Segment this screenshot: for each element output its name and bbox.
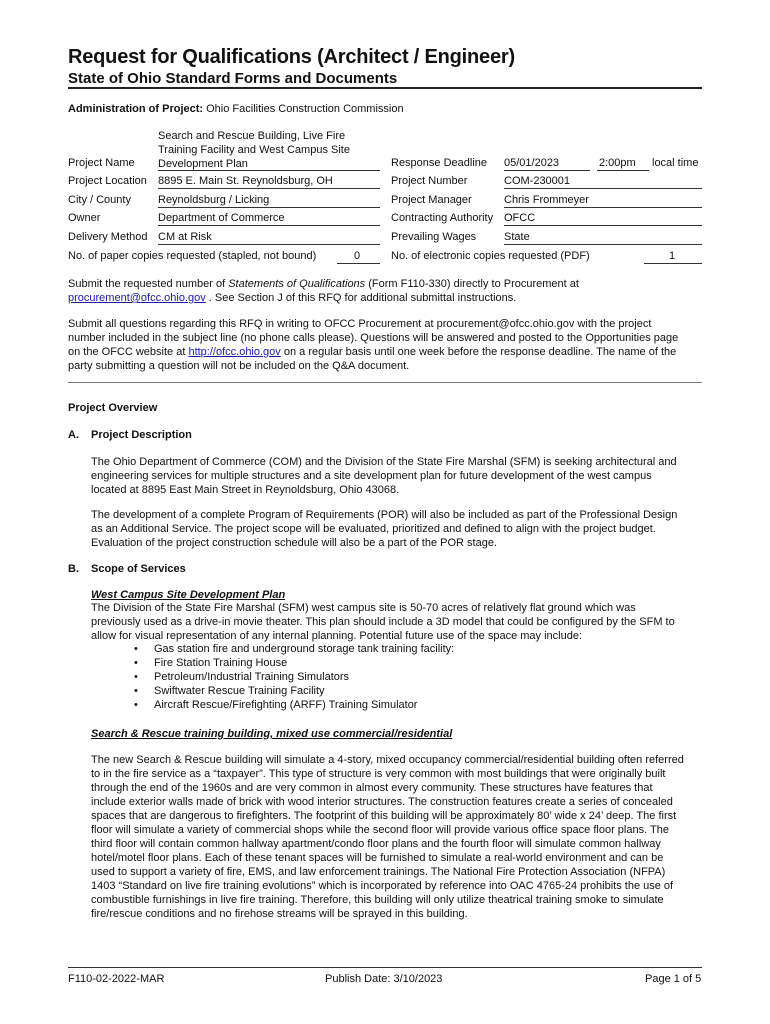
project-description-p1	[91, 455, 706, 497]
project-name-line: Development Plan	[158, 158, 248, 170]
project-location-label: Project Location	[68, 175, 147, 187]
search-rescue-paragraph	[91, 753, 706, 921]
text-line: allow for visual representation of any internal planning. Potential future use of the space may include:	[91, 630, 583, 642]
text-line: previously used as a drive-in movie theater. This plan should include a 3D model that could be configured by the SFM to	[91, 616, 675, 628]
text-line: The development of a complete Program of Requirements (POR) will also be included as part of the Professional Design	[91, 509, 678, 521]
section-b-letter: B.	[68, 563, 79, 575]
response-deadline-suffix: local time	[652, 157, 699, 169]
questions-text: on a regular basis until one week before the response deadline. The name of the	[280, 346, 677, 358]
delivery-method-underline	[158, 244, 380, 245]
paper-copies-underline	[337, 263, 380, 264]
questions-text: on the OFCC website at	[68, 346, 189, 358]
list-item: • Petroleum/Industrial Training Simulators	[130, 670, 690, 684]
document-title: Request for Qualifications (Architect / Engineer)	[68, 46, 515, 68]
delivery-method-label: Delivery Method	[68, 231, 148, 243]
deadline-time-underline	[597, 170, 649, 171]
publish-date: Publish Date: 3/10/2023	[325, 973, 443, 985]
list-item: • Aircraft Rescue/Firefighting (ARFF) Training Simulator	[130, 698, 690, 712]
text-line: located at 8895 East Main Street in Reynoldsburg, Ohio 43068.	[91, 484, 400, 496]
text-line: as an Additional Service. The project scope will be evaluated, prioritized and defined to align with the project budget.	[91, 523, 656, 535]
search-rescue-heading: Search & Rescue training building, mixed use commercial/residential	[91, 728, 453, 740]
project-location-underline	[158, 188, 380, 189]
list-item: • Fire Station Training House	[130, 656, 690, 670]
electronic-copies-label: No. of electronic copies requested (PDF)	[391, 250, 590, 262]
list-item: • Swiftwater Rescue Training Facility	[130, 684, 690, 698]
project-description-p2	[91, 508, 706, 550]
city-county-label: City / County	[68, 194, 131, 206]
submit-italic: Statements of Qualifications	[228, 278, 366, 290]
section-a-title: Project Description	[91, 429, 192, 441]
text-line: include exterior walls made of brick with wood interior structures. The construction features create a series of concealed	[91, 796, 673, 808]
response-deadline-date: 05/01/2023	[504, 157, 560, 169]
text-line: used to support a variety of fire, EMS, and law enforcement trainings. The National Fire Protection Association (NFPA)	[91, 866, 666, 878]
text-line: through the end of the 1960s and are very common in almost every community. These structures have features that	[91, 782, 653, 794]
page-number: Page 1 of 5	[645, 973, 702, 985]
owner-label: Owner	[68, 212, 101, 224]
project-location-value: 8895 E. Main St. Reynoldsburg, OH	[158, 175, 333, 187]
text-line: engineering services for multiple structures and a site development plan for future development of the west campus	[91, 470, 652, 482]
project-number-underline	[504, 188, 702, 189]
project-number-value: COM-230001	[504, 175, 571, 187]
document-subtitle: State of Ohio Standard Forms and Documents	[68, 70, 398, 87]
submit-text: . See Section J of this RFQ for additional submittal instructions.	[205, 292, 517, 304]
section-a-letter: A.	[68, 429, 79, 441]
questions-line: number included in the subject line (no phone calls please). Questions will be answered and posted to the Opportunities page	[68, 332, 679, 344]
text-line: The Division of the State Fire Marshal (SFM) west campus site is 50-70 acres of relatively flat ground which was	[91, 602, 636, 614]
text-line: The new Search & Rescue building will simulate a 4-story, mixed occupancy commercial/residential building often referred	[91, 754, 684, 766]
response-deadline-label: Response Deadline	[391, 157, 488, 169]
west-campus-heading: West Campus Site Development Plan	[91, 589, 286, 601]
project-manager-value: Chris Frommeyer	[504, 194, 589, 206]
west-campus-paragraph	[91, 601, 706, 643]
footer-divider	[68, 967, 702, 968]
owner-value: Department of Commerce	[158, 212, 285, 224]
text-line: 1403 “Standard on live fire training evolutions” which is incorporated by reference into OAC 4765-24 prohibits the use of	[91, 880, 674, 892]
project-name-underline	[158, 170, 380, 171]
project-overview-heading: Project Overview	[68, 402, 158, 414]
city-county-underline	[158, 207, 380, 208]
project-name-value	[158, 129, 350, 171]
ofcc-website-link[interactable]: http://ofcc.ohio.gov	[188, 346, 281, 358]
text-line: fire/rescue conditions and no firehose streams will be sprayed in this building.	[91, 908, 468, 920]
project-manager-label: Project Manager	[391, 194, 472, 206]
prevailing-wages-label: Prevailing Wages	[391, 231, 477, 243]
text-line: to in the fire service as a “taxpayer”. This type of structure is very common with most buildings that were originally built	[91, 768, 666, 780]
contracting-authority-value: OFCC	[504, 212, 536, 224]
procurement-email-link[interactable]: procurement@ofcc.ohio.gov	[68, 292, 206, 304]
submit-text: Submit the requested number of	[68, 278, 229, 290]
section-b-title: Scope of Services	[91, 563, 186, 575]
administration-line	[68, 103, 404, 115]
text-line: hotel/motel floor plans. Each of these tenant spaces will be furnished to simulate a real-world environment and can be	[91, 852, 664, 864]
contracting-authority-label: Contracting Authority	[391, 212, 494, 224]
paper-copies-value: 0	[354, 250, 361, 262]
project-name-label: Project Name	[68, 157, 135, 169]
electronic-copies-underline	[644, 263, 702, 264]
project-number-label: Project Number	[391, 175, 468, 187]
owner-underline	[158, 225, 380, 226]
submit-text: (Form F110-330) directly to Procurement at	[365, 278, 579, 290]
prevailing-wages-underline	[504, 244, 702, 245]
form-id: F110-02-2022-MAR	[68, 973, 165, 985]
city-county-value: Reynoldsburg / Licking	[158, 194, 270, 206]
text-line: combustible furnishings in live fire training. Therefore, this building will only utilize theatrical training smoke to simulate	[91, 894, 664, 906]
paper-copies-label: No. of paper copies requested (stapled, not bound)	[68, 250, 317, 262]
text-line: The Ohio Department of Commerce (COM) and the Division of the State Fire Marshal (SFM) is seeking architectural and	[91, 456, 677, 468]
text-line: third floor will contain common hallway apartment/condo floor plans and the fourth floor will simulate common hallway	[91, 838, 661, 850]
text-line: spaces that are dangerous to firefighters. The footprint of this building will be approximately 80’ wide x 24’ deep. The first	[91, 810, 677, 822]
contracting-authority-underline	[504, 225, 702, 226]
submit-instructions	[68, 277, 708, 305]
project-name-line: Training Facility and West Campus Site	[158, 144, 350, 156]
text-line: floor will simulate a variety of commercial shops while the second floor will provide various office space floor plans. The	[91, 824, 669, 836]
list-item: • Gas station fire and underground storage tank training facility:	[130, 642, 690, 656]
questions-line: party submitting a question will not be included on the Q&A document.	[68, 360, 410, 372]
text-line: Evaluation of the project construction schedule will also be a part of the POR stage.	[91, 537, 498, 549]
delivery-method-value: CM at Risk	[158, 231, 212, 243]
section-divider	[68, 382, 702, 383]
project-name-line: Search and Rescue Building, Live Fire	[158, 130, 346, 142]
questions-line: Submit all questions regarding this RFQ in writing to OFCC Procurement at procurement@ofcc.ohio.gov with the project	[68, 318, 652, 330]
administration-label: Administration of Project:	[68, 103, 204, 115]
header-divider	[68, 87, 702, 89]
administration-value: Ohio Facilities Construction Commission	[206, 103, 404, 115]
response-deadline-time: 2:00pm	[599, 157, 636, 169]
prevailing-wages-value: State	[504, 231, 530, 243]
electronic-copies-value: 1	[669, 250, 676, 262]
deadline-date-underline	[504, 170, 590, 171]
questions-instructions	[68, 317, 708, 373]
project-manager-underline	[504, 207, 702, 208]
future-use-list	[130, 642, 690, 712]
